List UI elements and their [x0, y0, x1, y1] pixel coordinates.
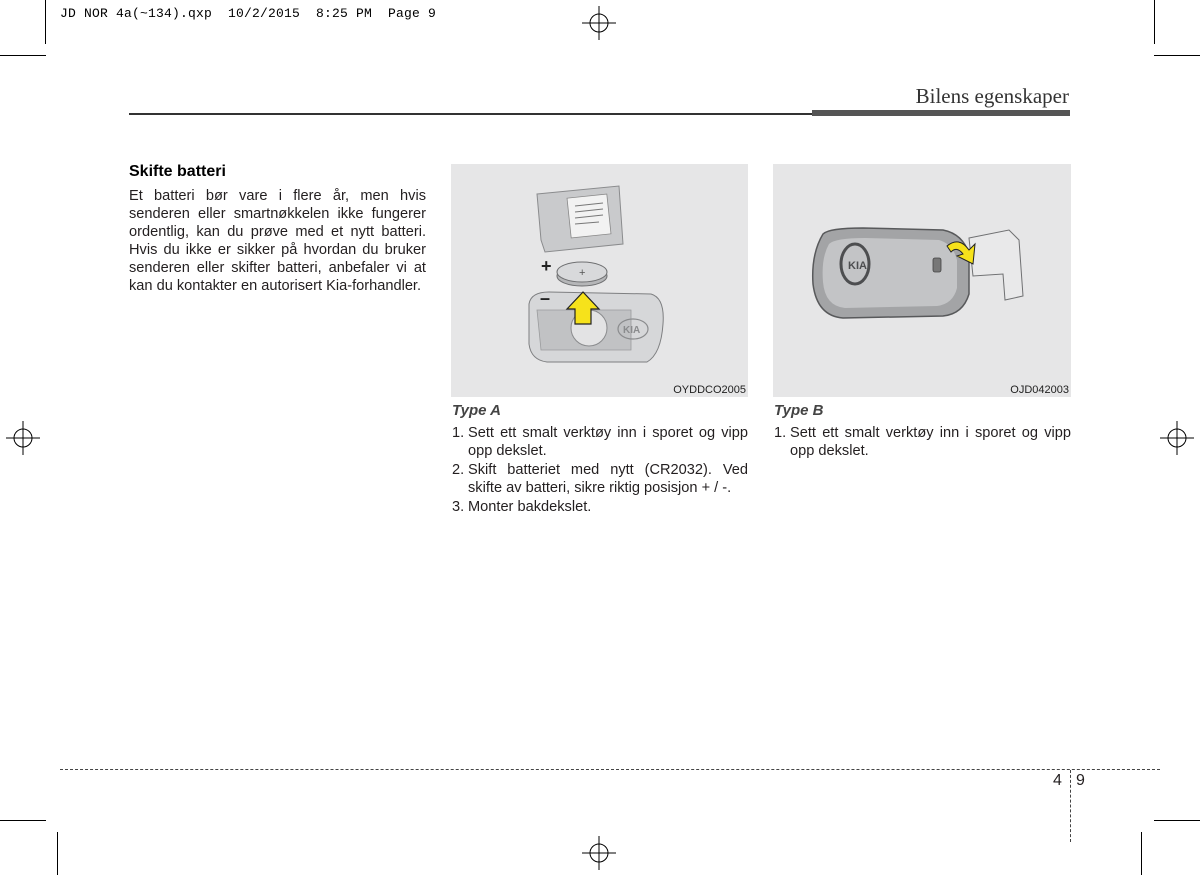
plus-sign: + [541, 256, 552, 276]
footer-divider [1070, 770, 1071, 842]
crop-mark [1141, 832, 1142, 875]
type-a-label: Type A [452, 402, 501, 419]
list-item: 1. Sett ett smalt verktøy inn i sporet og vipp opp dekslet. [452, 425, 748, 459]
minus-sign: – [540, 288, 551, 308]
registration-mark-icon [1160, 421, 1194, 455]
registration-mark-icon [582, 6, 616, 40]
crop-mark [1154, 820, 1200, 821]
page-number: 9 [1076, 772, 1085, 789]
list-item: 1. Sett ett smalt verktøy inn i sporet og vipp opp dekslet. [774, 425, 1071, 459]
footer-rule [60, 769, 1160, 770]
section-body: Et batteri bør vare i flere år, men hvis senderen eller smartnøkkelen ikke fungerer ordentlig, kan du prøve med et nytt batteri. Hvis du ikke er sikker på hvordan du bruker senderen eller skifter batteri, anbefaler vi at kan du kontakter en autorisert Kia-forhandler. [129, 188, 426, 294]
header-rule [129, 113, 812, 115]
figure-type-b [773, 164, 1071, 397]
figure-code: OJD042003 [1010, 384, 1069, 396]
page-header-title: Bilens egenskaper [915, 84, 1069, 108]
registration-mark-icon [582, 836, 616, 870]
svg-text:KIA: KIA [848, 260, 867, 272]
header-rule-accent [812, 110, 1070, 116]
crop-mark [45, 0, 46, 44]
figure-type-a [451, 164, 748, 397]
section-title: Skifte batteri [129, 163, 226, 180]
svg-text:+: + [579, 267, 586, 279]
list-item: 3. Monter bakdekslet. [452, 499, 592, 515]
figure-code: OYDDCO2005 [673, 384, 746, 396]
crop-mark [57, 832, 58, 875]
type-b-label: Type B [774, 402, 824, 419]
crop-mark [1154, 0, 1155, 44]
key-battery-illustration-icon [451, 164, 748, 397]
type-a-steps [452, 424, 748, 517]
section-column [129, 163, 426, 295]
print-slug: JD NOR 4a(~134).qxp 10/2/2015 8:25 PM Page 9 [60, 6, 437, 21]
page-chapter: 4 [1053, 772, 1062, 789]
type-b-steps [774, 424, 1071, 461]
list-item: 2. Skift batteriet med nytt (CR2032). Ved skifte av batteri, sikre riktig posisjon + / -. [452, 462, 748, 496]
svg-text:KIA: KIA [623, 325, 641, 336]
key-cover-removal-illustration-icon [773, 164, 1071, 397]
crop-mark [0, 55, 46, 56]
crop-mark [0, 820, 46, 821]
registration-mark-icon [6, 421, 40, 455]
crop-mark [1154, 55, 1200, 56]
